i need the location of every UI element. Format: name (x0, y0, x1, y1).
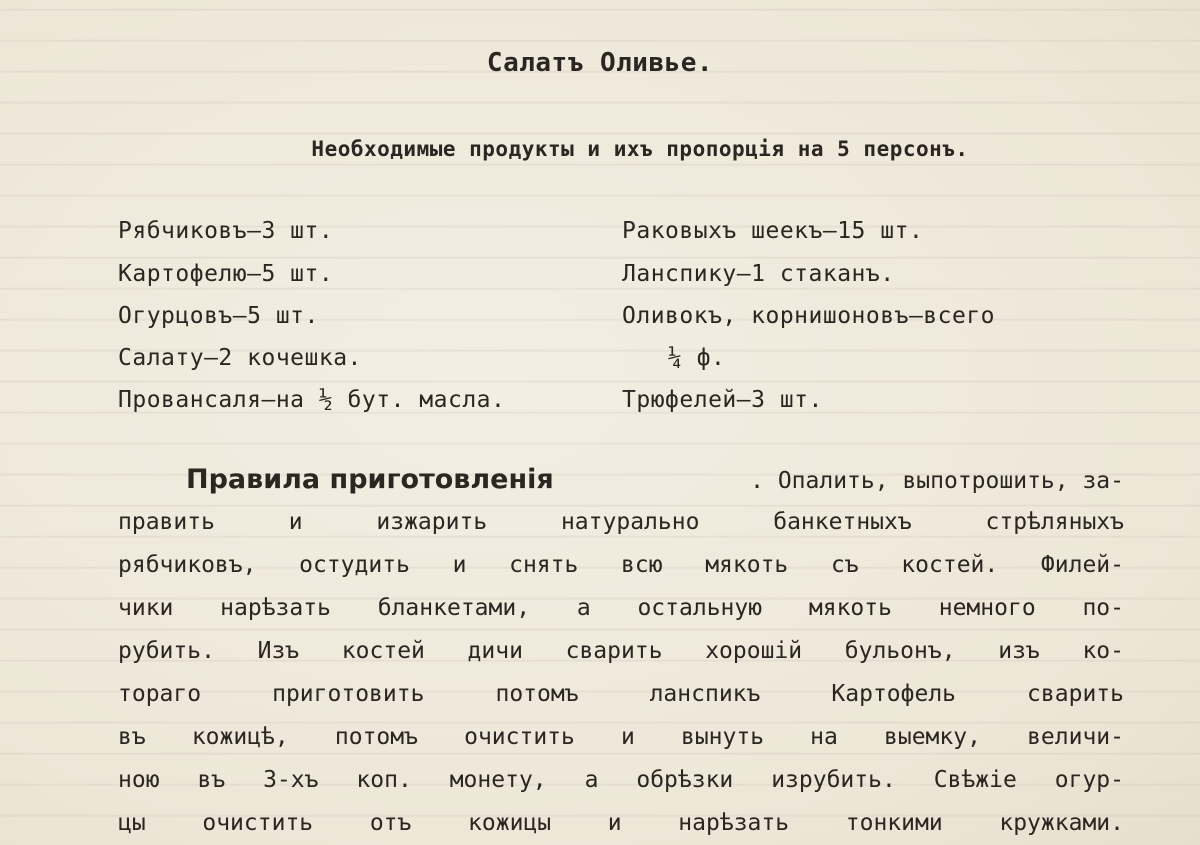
ingredient-left-5: Провансаля—на ½ бут. масла. (118, 387, 506, 413)
ingredient-right-2: Ланспику—1 стаканъ. (622, 261, 895, 287)
recipe-title: Салатъ Оливье. (486, 48, 714, 78)
ingredient-left-2: Картофелю—5 шт. (118, 261, 334, 287)
instructions-line: тораго приготовить потомъ ланспикъ Картофель сварить (118, 681, 1124, 707)
ingredient-right-5: Трюфелей—3 шт. (622, 387, 823, 413)
ingredient-right-4: ¼ ф. (668, 345, 726, 371)
instructions-line: рубить. Изъ костей дичи сварить хорошій бульонъ, изъ ко- (118, 638, 1124, 664)
instructions-heading: Правила приготовленія (186, 464, 554, 495)
ingredient-left-4: Салату—2 кочешка. (118, 345, 362, 371)
instructions-line: править и изжарить натурально банкетныхъ стрѣляныхъ (118, 509, 1124, 535)
instructions-line: рябчиковъ, остудить и снять всю мякоть съ костей. Филей- (118, 552, 1124, 578)
ingredient-left-1: Рябчиковъ—3 шт. (118, 218, 334, 244)
ingredient-right-3: Оливокъ, корнишоновъ—всего (622, 303, 996, 329)
instructions-line: чики нарѣзать бланкетами, а остальную мякоть немного по- (118, 595, 1124, 621)
instructions-line: ною въ 3-хъ коп. монету, а обрѣзки изрубить. Свѣжіе огур- (118, 767, 1124, 793)
instructions-first-line-text: . Опалить, выпотрошить, за- (750, 468, 1124, 494)
recipe-subtitle: Необходимые продукты и ихъ пропорція на 5 персонъ. (311, 137, 969, 161)
instructions-first-line (186, 464, 1124, 495)
instructions-line: цы очистить отъ кожицы и нарѣзать тонкими кружками. (118, 810, 1124, 836)
ingredient-left-3: Огурцовъ—5 шт. (118, 303, 319, 329)
instructions-line: въ кожицѣ, потомъ очистить и вынуть на выемку, величи- (118, 724, 1124, 750)
ingredient-right-1: Раковыхъ шеекъ—15 шт. (622, 218, 924, 244)
